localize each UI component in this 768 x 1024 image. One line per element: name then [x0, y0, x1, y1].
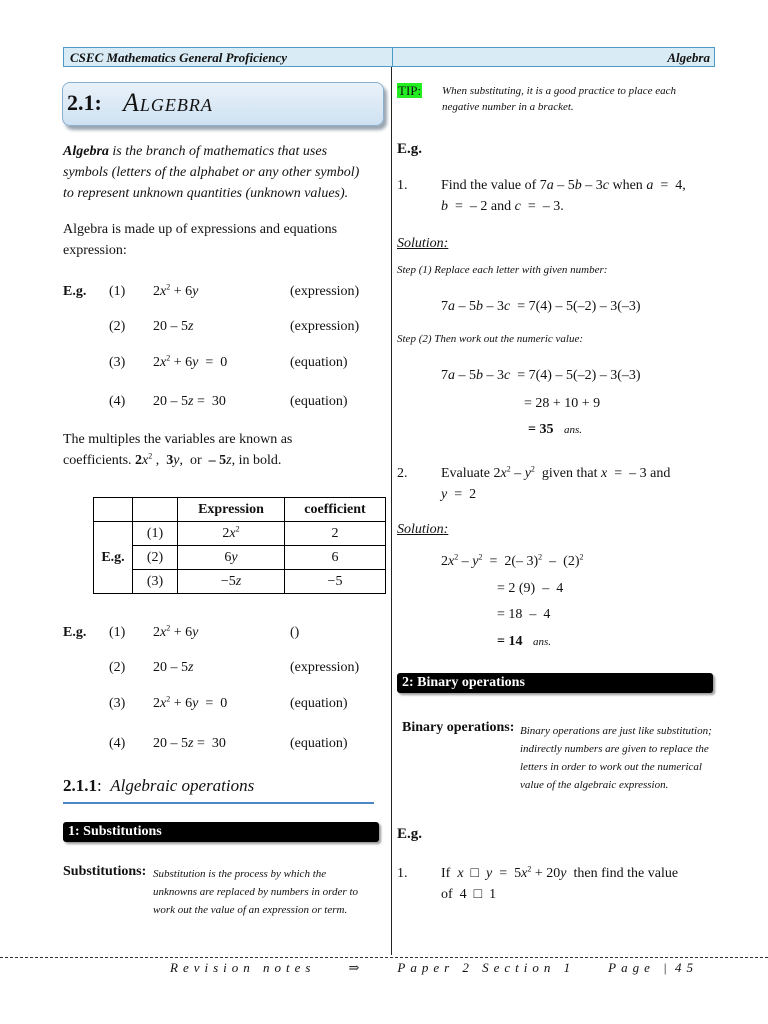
- example-expression: $2x^2 + 6y = 0$: [153, 694, 228, 711]
- table-row-number: (2): [133, 546, 178, 570]
- example-number: (1): [109, 284, 126, 299]
- table-row-number: (3): [133, 570, 178, 594]
- table-corner: [94, 498, 133, 522]
- step-2-label: Step (2) Then work out the numeric value:: [397, 333, 584, 345]
- example-expression: 20 – 5z = 30: [153, 394, 226, 409]
- table-header-coefficient: coefficient: [285, 498, 386, 522]
- binary-operations-banner: [397, 673, 713, 693]
- subsection-number: 2.1.1: [63, 776, 97, 795]
- footer-left: Revision notes: [170, 960, 316, 975]
- example-number: (2): [109, 319, 126, 334]
- example-kind: (equation): [290, 355, 348, 370]
- table-corner: [133, 498, 178, 522]
- eg-label: E.g.: [63, 625, 87, 640]
- subsection-underline: [63, 802, 374, 804]
- example-kind: (equation): [290, 394, 348, 409]
- binary-operations-term: Binary operations:: [402, 720, 515, 735]
- example-number: (2): [109, 660, 126, 675]
- step-2-working: 7a – 5b – 3c = 7(4) – 5(–2) – 3(–3): [441, 368, 641, 383]
- table-expression-cell: 6y: [178, 546, 285, 570]
- example-kind: (expression): [290, 319, 360, 334]
- solution-label-text: Solution: [397, 522, 444, 537]
- eg-label: E.g.: [63, 284, 87, 299]
- example-number: (4): [109, 394, 126, 409]
- ans-label: ans.: [563, 424, 583, 436]
- eg-label: E.g.: [397, 826, 423, 842]
- example-number: 2.: [397, 466, 408, 481]
- table-coefficient-cell: −5: [285, 570, 386, 594]
- table-expression-cell: $2x^2$: [178, 522, 285, 546]
- example-question: Find the value of 7a – 5b – 3c when a = 4, b = – 2 and c = – 3.: [441, 178, 686, 214]
- example-number: (3): [109, 696, 126, 711]
- header-left-title: CSEC Mathematics General Proficiency: [70, 50, 288, 65]
- example-expression: $2x^2 + 6y$: [153, 282, 199, 299]
- table-eg-label: E.g.: [94, 522, 133, 594]
- example-expression: 20 – 5z = 30: [153, 736, 226, 751]
- example-kind: (equation): [290, 736, 348, 751]
- example-kind: (): [290, 625, 300, 640]
- solution-label-text: Solution: [397, 236, 444, 251]
- header-right-title: Algebra: [667, 50, 710, 65]
- solution-label: Solution:: [397, 522, 449, 537]
- algebra-definition: [63, 141, 363, 204]
- ans-label: ans.: [532, 636, 552, 648]
- example-number: 1.: [397, 866, 408, 881]
- binary-operations-definition: Binary operations are just like substitution; indirectly numbers are given to replace the letters in order to work out the numerical value of the algebraic expression.: [520, 725, 712, 791]
- example-number: 1.: [397, 178, 408, 193]
- example-kind: (expression): [290, 660, 360, 675]
- section-title-box: [62, 82, 384, 126]
- example-number: (1): [109, 625, 126, 640]
- working-line: = 18 – 4: [497, 607, 551, 622]
- subsection-heading: 2.1.1: Algebraic operations: [63, 776, 255, 795]
- algebra-definition-text: is the branch of mathematics that uses symbols (letters of the alphabet or any other symbol) to represent unknown quantities (unknown values).: [63, 144, 360, 201]
- substitutions-term: Substitutions:: [63, 864, 147, 879]
- subsection-title: Algebraic operations: [110, 776, 255, 795]
- coefficient-text: The multiples the variables are known as coefficients. $2x^2$ , 3y, or – 5z, in bold.: [63, 432, 293, 468]
- example-expression: $2x^2 + 6y$: [153, 623, 199, 640]
- algebra-term: Algebra: [63, 144, 109, 159]
- table-coefficient-cell: 2: [285, 522, 386, 546]
- example-question: If x □ $y = 5x^2 + 20y$ then find the value of 4 □ 1: [441, 864, 679, 902]
- example-kind: (equation): [290, 696, 348, 711]
- section-number: 2.1:: [67, 90, 102, 115]
- example-kind: (expression): [290, 284, 360, 299]
- working-line: $2x^2 - y^2 = 2(-$ $3)^2 - (2)^2$: [441, 552, 584, 569]
- footer-center: Paper 2 Section 1: [397, 960, 576, 975]
- example-expression: 20 – 5z: [153, 319, 194, 334]
- table-coefficient-cell: 6: [285, 546, 386, 570]
- footer-page-label: Page: [608, 960, 655, 975]
- example-question: Evaluate $2x^2 - y^2$ given that x = – 3 and y = 2: [441, 464, 671, 502]
- step-2-sum: = 28 + 10 + 9: [524, 396, 601, 411]
- solution-label: Solution:: [397, 236, 449, 251]
- header-divider: [392, 48, 393, 66]
- column-divider: [391, 67, 392, 955]
- table-header-expression: Expression: [178, 498, 285, 522]
- made-up-text: Algebra is made up of expressions and equations expression:: [63, 222, 338, 258]
- substitutions-banner-text: 1: Substitutions: [68, 824, 162, 839]
- working-line: = 2 (9) – 4: [497, 581, 564, 596]
- page-header: [63, 47, 715, 67]
- arrow-icon: ⇒: [348, 960, 365, 975]
- answer-value: = 35: [528, 422, 554, 437]
- tip-highlight: TIP:: [398, 83, 422, 98]
- substitutions-banner: [63, 822, 379, 842]
- tip-label: [397, 83, 422, 99]
- section-title: Algebra: [123, 88, 213, 117]
- page-footer: Revision notes ⇒ Paper 2 Section 1 Page | 45: [170, 960, 698, 975]
- answer-1: [528, 419, 582, 441]
- example-number: (4): [109, 736, 126, 751]
- table-expression-cell: −5z: [178, 570, 285, 594]
- example-expression: 20 – 5z: [153, 660, 194, 675]
- table-row-number: (1): [133, 522, 178, 546]
- answer-2: [497, 631, 551, 653]
- example-number: (3): [109, 355, 126, 370]
- answer-value: = 14: [497, 634, 523, 649]
- footer-dashed-rule: [0, 957, 768, 958]
- substitutions-definition: Substitution is the process by which the unknowns are replaced by numbers in order to work out the value of an expression or term.: [153, 868, 358, 916]
- example-expression: $2x^2 + 6y = 0$: [153, 353, 228, 370]
- step-1-label: Step (1) Replace each letter with given number:: [397, 264, 608, 276]
- step-1-working: 7a – 5b – 3c = 7(4) – 5(–2) – 3(–3): [441, 299, 641, 314]
- tip-text: When substituting, it is a good practice to place each negative number in a bracket.: [442, 85, 677, 113]
- eg-label: E.g.: [397, 141, 423, 157]
- coefficient-table: [93, 497, 386, 594]
- footer-page-number: 45: [674, 960, 698, 975]
- binary-banner-text: 2: Binary operations: [402, 675, 525, 690]
